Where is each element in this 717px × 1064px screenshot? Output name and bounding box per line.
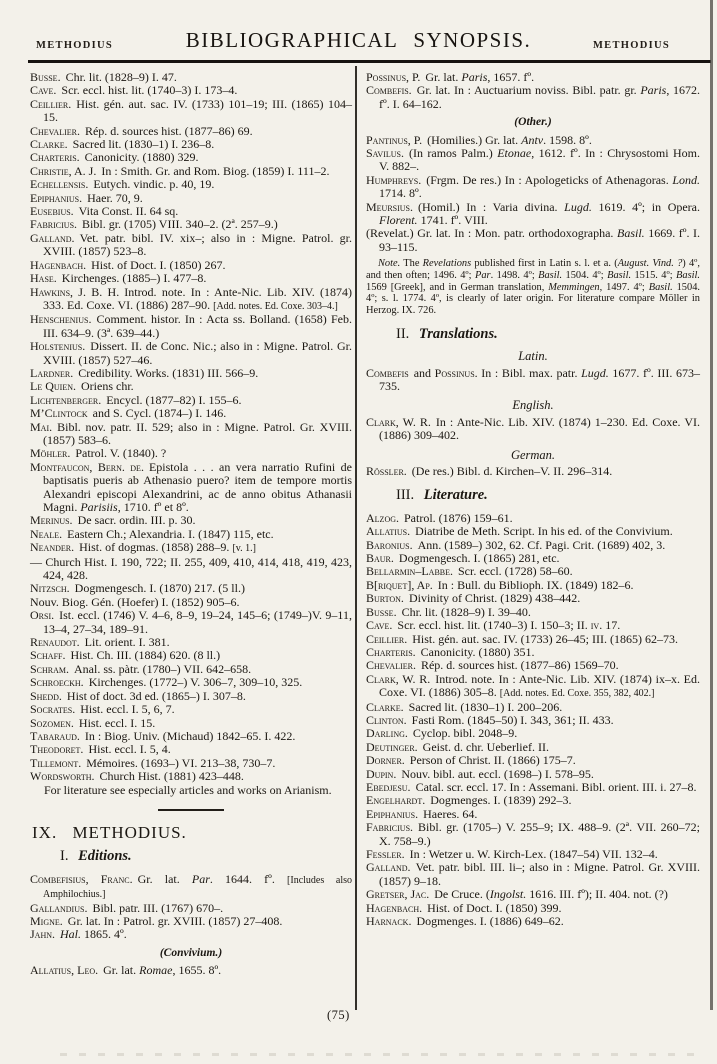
author-name: Charteris. bbox=[366, 644, 416, 659]
entry-text: Comment. histor. In : Acta ss. Bolland. (1658) Feb. III. 634–9. (3ª. 639–44.) bbox=[43, 312, 352, 340]
bibliography-entry bbox=[30, 717, 352, 730]
bibliography-entry bbox=[366, 808, 700, 821]
entry-text: Dogmenges. I. (1839) 292–3. bbox=[430, 793, 572, 808]
bibliography-entry bbox=[30, 770, 352, 783]
entry-text: Hist of doct. 3d ed. (1865–) I. 307–8. bbox=[66, 688, 246, 703]
note-paragraph: For literature see especially articles and works on Arianism. bbox=[44, 782, 332, 797]
entry-text: Dogmengesch. I. (1865) 281, etc. bbox=[398, 551, 560, 566]
author-name: Sozomen. bbox=[30, 715, 74, 730]
entry-text: — Church Hist. I. 190, 722; II. 255, 409, 410, 414, 418, 419, 423, 424, 428. bbox=[30, 554, 352, 583]
entry-text: Nouv. bibl. aut. eccl. (1698–) I. 578–95. bbox=[401, 766, 594, 781]
bibliography-entry bbox=[366, 539, 700, 552]
bibliography-entry bbox=[366, 512, 700, 525]
author-name: Mai. bbox=[30, 419, 53, 434]
running-head-left: METHODIUS bbox=[36, 40, 114, 51]
header-rule bbox=[28, 60, 711, 63]
entry-text: Vita Const. II. 64 sq. bbox=[78, 204, 179, 219]
bibliography-entry bbox=[366, 174, 700, 201]
bibliography-entry bbox=[366, 768, 700, 781]
entry-text: Eutych. vindic. p. 40, 19. bbox=[93, 177, 215, 192]
entry-text: Ist. eccl. (1746) V. 4–6, 8–9, 19–24, 145–6; (1749–)V. 9–11, 13–4, 27–34, 189–91. bbox=[43, 608, 352, 636]
author-name: Dorner. bbox=[366, 753, 405, 768]
author-name: Hase. bbox=[30, 271, 57, 286]
entry-text: Haer. 70, 9. bbox=[87, 190, 143, 205]
bibliography-entry bbox=[30, 232, 352, 259]
entry-text: In : Smith. Gr. and Rom. Biog. (1859) I. 111–2. bbox=[101, 163, 330, 178]
bibliography-entry bbox=[30, 84, 352, 97]
bibliography-entry bbox=[30, 272, 352, 285]
bibliography-entry bbox=[30, 743, 352, 756]
author-name: Cave. bbox=[366, 618, 393, 633]
author-name: Lardner. bbox=[30, 365, 74, 380]
entry-text: Sacred lit. (1830–1) I. 200–206. bbox=[408, 699, 563, 714]
author-name: Tillemont. bbox=[30, 755, 82, 770]
scan-edge-artifact bbox=[710, 0, 713, 1010]
entry-text: Rép. d. sources hist. (1877–86) 1569–70. bbox=[420, 658, 619, 673]
bibliography-entry bbox=[366, 754, 700, 767]
entry-text: Haeres. 64. bbox=[423, 806, 478, 821]
author-name: Busse. bbox=[366, 604, 397, 619]
entry-text: Hist. gén. aut. sac. IV. (1733) 101–19; III. (1865) 104–15. bbox=[43, 96, 352, 125]
bibliography-entry bbox=[366, 606, 700, 619]
bibliography-entry bbox=[366, 71, 700, 84]
entry-text: Divinity of Christ. (1829) 438–442. bbox=[408, 591, 581, 606]
bibliography-entry bbox=[366, 465, 700, 478]
author-name: Le Quien. bbox=[30, 379, 76, 394]
bibliography-entry bbox=[30, 138, 352, 151]
bibliography-entry bbox=[30, 596, 352, 609]
bibliography-entry bbox=[30, 663, 352, 676]
bibliography-entry bbox=[30, 609, 352, 636]
entry-text: Mémoires. (1693–) VI. 213–38, 730–7. bbox=[86, 755, 276, 770]
entry-text: Fasti Rom. (1845–50) I. 343, 361; II. 433. bbox=[411, 712, 614, 727]
author-name: Holstenius. bbox=[30, 339, 86, 354]
author-name: Combefisius, Franc. bbox=[30, 871, 133, 886]
author-name: Henschenius. bbox=[30, 312, 92, 327]
bibliography-entry bbox=[30, 873, 352, 902]
entry-text: Hist. eccl. I. 5, 6, 7. bbox=[80, 702, 175, 717]
entry-text: De Cruce. (Ingolst. 1616. III. fº); II. 404. not. (?) bbox=[434, 887, 668, 902]
bibliography-entry bbox=[366, 201, 700, 228]
entry-text: Dissert. II. de Conc. Nic.; also in : Migne. Patrol. Gr. XVIII. (1857) 527–46. bbox=[43, 339, 352, 367]
author-name: Ebedjesu. bbox=[366, 779, 411, 794]
entry-text: Introd. note. In : Ante-Nic. Lib. XIV. (1874) ix–x. Ed. Coxe. VI. (1886) 305–8. [Add. notes. Ed. Coxe. 355, 382, 402.] bbox=[379, 671, 701, 700]
author-name: Cave. bbox=[30, 83, 57, 98]
entry-text: Gr. lat. Paris, 1657. fº. bbox=[425, 70, 535, 84]
bibliography-entry bbox=[366, 147, 700, 174]
entry-text: Hist. gén. aut. sac. IV. (1733) 26–45; III. (1865) 62–73. bbox=[412, 631, 678, 646]
author-name: Engelhardt. bbox=[366, 793, 426, 808]
bibliography-entry bbox=[366, 619, 700, 632]
entry-text: Hist. Ch. III. (1884) 620. (8 ll.) bbox=[70, 648, 221, 663]
scan-noise-artifact bbox=[60, 1053, 697, 1056]
entry-text: In : Biog. Univ. (Michaud) 1842–65. I. 422. bbox=[84, 728, 296, 743]
entry-text: Hal. 1865. 4º. bbox=[60, 927, 127, 942]
entry-text: Vet. patr. bibl. III. li–; also in : Migne. Patrol. Gr. XVIII. (1857) 9–18. bbox=[379, 860, 700, 888]
entry-text: Dogmenges. I. (1886) 649–62. bbox=[416, 914, 564, 929]
group-caption: (Convivium.) bbox=[159, 946, 223, 959]
bibliography-entry bbox=[30, 205, 352, 218]
bibliography-entry bbox=[366, 552, 700, 565]
author-name: Gretser, Jac. bbox=[366, 887, 430, 902]
author-name: Orsi. bbox=[30, 608, 55, 623]
section-heading: IX. METHODIUS. bbox=[32, 822, 187, 842]
entry-text: Cyclop. bibl. 2048–9. bbox=[412, 726, 518, 741]
author-name: Wordsworth. bbox=[30, 769, 95, 784]
author-name: Allatius. bbox=[366, 524, 411, 539]
bibliography-entry bbox=[30, 286, 352, 314]
author-name: Clarke. bbox=[30, 137, 68, 152]
bibliography-entry bbox=[30, 394, 352, 407]
author-name: Darling. bbox=[366, 726, 408, 741]
bibliography-entry bbox=[366, 794, 700, 807]
bibliography-entry bbox=[30, 528, 352, 541]
entry-text: Person of Christ. II. (1866) 175–7. bbox=[409, 753, 576, 768]
author-name: Fabricius. bbox=[366, 820, 414, 835]
subsection-heading: I. Editions. bbox=[60, 848, 132, 865]
entry-text: Kirchenges. (1885–) I. 477–8. bbox=[61, 271, 207, 286]
bibliography-entry bbox=[30, 178, 352, 191]
bibliography-entry bbox=[366, 741, 700, 754]
entry-text: Bibl. nov. patr. II. 529; also in : Migne. Patrol. Gr. XVIII. (1857) 583–6. bbox=[43, 419, 352, 447]
author-name: Eusebius. bbox=[30, 204, 74, 219]
author-name: Alzog. bbox=[366, 510, 399, 525]
entry-text: Ann. (1589–) 302, 62. Cf. Pagi. Crit. (1689) 402, 3. bbox=[417, 537, 666, 552]
author-name: Fessler. bbox=[366, 847, 405, 862]
entry-text: In : Wetzer u. W. Kirch-Lex. (1847–54) VII. 132–4. bbox=[409, 847, 658, 862]
author-name: Theodoret. bbox=[30, 742, 84, 757]
bibliography-entry bbox=[30, 514, 352, 527]
author-name: Hagenbach. bbox=[366, 900, 423, 915]
author-name: Clinton. bbox=[366, 712, 407, 727]
entry-text: Lit. orient. I. 381. bbox=[84, 635, 170, 650]
author-name: Socrates. bbox=[30, 702, 76, 717]
bibliography-entry bbox=[366, 646, 700, 659]
section-divider bbox=[158, 809, 224, 811]
entry-text: Bibl. gr. (1705–) V. 255–9; IX. 488–9. (2ª. VII. 260–72; X. 758–9.) bbox=[379, 820, 700, 848]
bibliography-entry bbox=[366, 367, 700, 394]
author-name: Clark, W. R. bbox=[366, 414, 431, 429]
bibliography-entry bbox=[366, 714, 700, 727]
author-name: Schram. bbox=[30, 661, 70, 676]
bibliography-entry bbox=[30, 151, 352, 164]
author-name: Lichtenberger. bbox=[30, 392, 102, 407]
entry-text: Hist. of Doct. I. (1850) 267. bbox=[91, 257, 226, 272]
entry-text: (Homilies.) Gr. lat. Antv. 1598. 8º. bbox=[427, 132, 592, 147]
author-name: Combefis. bbox=[366, 83, 412, 98]
entry-text: Gr. lat. Romae, 1655. 8º. bbox=[103, 963, 222, 978]
bibliography-entry bbox=[366, 633, 700, 646]
bibliography-entry bbox=[30, 703, 352, 716]
page-number: (75) bbox=[327, 1008, 350, 1022]
bibliography-entry bbox=[366, 673, 700, 701]
bibliography-entry bbox=[366, 727, 700, 740]
entry-text: Canonicity. (1880) 351. bbox=[420, 644, 535, 659]
author-name: B[riquet], Ap. bbox=[366, 577, 433, 592]
bibliography-entry bbox=[30, 541, 352, 555]
author-name: Meursius. bbox=[366, 199, 414, 214]
bibliography-entry bbox=[30, 380, 352, 393]
right-column bbox=[366, 71, 700, 928]
bibliography-entry bbox=[30, 71, 352, 84]
author-name: Possinus, P. bbox=[366, 70, 421, 84]
entry-text: Canonicity. (1880) 329. bbox=[84, 150, 199, 165]
entry-text: (In ramos Palm.) Etonae, 1612. fº. In : Chrysostomi Hom. V. 882–. bbox=[379, 146, 701, 174]
author-name: Christie, A. J. bbox=[30, 163, 97, 178]
bibliography-entry bbox=[30, 730, 352, 743]
author-name: Epiphanius. bbox=[30, 190, 83, 205]
entry-text: Dogmengesch. I. (1870) 217. (5 ll.) bbox=[74, 581, 245, 596]
author-name: Busse. bbox=[30, 70, 61, 84]
bibliography-entry bbox=[30, 98, 352, 125]
entry-text: Nouv. Biog. Gén. (Hoefer) I. (1852) 905–6. bbox=[30, 594, 240, 609]
entry-text: Patrol. V. (1840). ? bbox=[75, 446, 167, 461]
bibliography-entry bbox=[30, 902, 352, 915]
author-name: Pantinus, P. bbox=[366, 132, 423, 147]
bibliography-entry bbox=[30, 461, 352, 515]
entry-text: Scr. eccl. (1728) 58–60. bbox=[458, 564, 573, 579]
entry-text: (De res.) Bibl. d. Kirchen–V. II. 296–314. bbox=[411, 464, 613, 479]
bibliography-entry bbox=[30, 649, 352, 662]
entry-text: and Possinus. In : Bibl. max. patr. Lugd. 1677. fº. III. 673–735. bbox=[379, 365, 700, 394]
entry-text: Hist. of dogmas. (1858) 288–9. [v. 1.] bbox=[79, 540, 256, 555]
author-name: Clarke. bbox=[366, 699, 404, 714]
entry-text: Introd. note. In : Ante-Nic. Lib. XIV. (1874) 333. Ed. Coxe. VI. (1886) 287–90. [Add. notes. Ed. Coxe. 303–4.] bbox=[43, 284, 352, 312]
entry-text: Oriens chr. bbox=[81, 379, 134, 394]
entry-text: and S. Cycl. (1874–) I. 146. bbox=[92, 406, 227, 421]
author-name: Combefis bbox=[366, 365, 409, 380]
bibliography-entry bbox=[30, 165, 352, 178]
page-title: BIBLIOGRAPHICAL SYNOPSIS. bbox=[185, 28, 532, 52]
author-name: Montfaucon, Bern. de. bbox=[30, 459, 144, 474]
bibliography-entry bbox=[30, 367, 352, 380]
bibliography-entry bbox=[30, 407, 352, 420]
entry-text: Eastern Ch.; Alexandria. I. (1847) 115, etc. bbox=[67, 526, 274, 541]
entry-text: Encycl. (1877–82) I. 155–6. bbox=[106, 392, 242, 407]
subsection-heading: II. Translations. bbox=[396, 325, 498, 342]
entry-text: In : Bull. du Biblioph. IX. (1849) 182–6. bbox=[437, 577, 634, 592]
language-heading: English. bbox=[512, 398, 554, 413]
bibliography-entry bbox=[366, 592, 700, 605]
author-name: Galland. bbox=[30, 230, 75, 245]
author-name: M’Clintock bbox=[30, 406, 88, 421]
bibliography-entry bbox=[366, 701, 700, 714]
entry-text: (Frgm. De res.) In : Apologeticks of Athenagoras. Lond. 1714. 8º. bbox=[379, 172, 700, 201]
entry-text: Epistola . . . an vera narratio Rufini de baptisatis pueris ab Athenasio puero? item de tempore mortis Alexandri episcopi Alexandrini, ac de anno obitus Athanasii Magni. Parisiis, 1710. fº et 8º. bbox=[43, 459, 352, 514]
bibliography-entry bbox=[30, 915, 352, 928]
author-name: Baur. bbox=[366, 551, 394, 566]
bibliography-entry bbox=[366, 781, 700, 794]
bibliography-entry bbox=[30, 340, 352, 367]
bibliography-entry bbox=[30, 556, 352, 583]
bibliography-entry bbox=[30, 447, 352, 460]
author-name: Migne. bbox=[30, 913, 63, 928]
entry-text: Gr. lat. In : Patrol. gr. XVIII. (1857) 27–408. bbox=[67, 913, 283, 928]
entry-text: Church Hist. (1881) 423–448. bbox=[99, 769, 244, 784]
entry-text: De sacr. ordin. III. p. 30. bbox=[77, 513, 196, 528]
entry-text: In : Ante-Nic. Lib. XIV. (1874) 1–230. Ed. Coxe. VI. (1886) 309–402. bbox=[379, 414, 700, 443]
author-name: Hagenbach. bbox=[30, 257, 87, 272]
bibliography-entry bbox=[366, 134, 700, 147]
entry-text: Chr. lit. (1828–9) I. 39–40. bbox=[401, 604, 531, 619]
entry-text: Bibl. patr. III. (1767) 670–. bbox=[92, 900, 224, 915]
author-name: Charteris. bbox=[30, 150, 80, 165]
entry-text: Kirchenges. (1772–) V. 306–7, 309–10, 325. bbox=[88, 675, 303, 690]
entry-text: Hist. eccl. I. 5, 4. bbox=[88, 742, 171, 757]
bibliography-entry bbox=[366, 579, 700, 592]
entry-text: Scr. eccl. hist. lit. (1740–3) I. 150–3; II. iv. 17. bbox=[397, 618, 621, 633]
author-name: Harnack. bbox=[366, 914, 412, 929]
left-column bbox=[30, 71, 352, 978]
author-name: Fabricius. bbox=[30, 217, 78, 232]
entry-text: Bibl. gr. (1705) VIII. 340–2. (2ª. 257–9.) bbox=[82, 217, 278, 232]
bibliography-entry bbox=[366, 84, 700, 111]
bibliography-entry bbox=[30, 690, 352, 703]
bibliography-entry bbox=[30, 259, 352, 272]
entry-text: Rép. d. sources hist. (1877–86) 69. bbox=[84, 123, 253, 138]
author-name: Epiphanius. bbox=[366, 806, 419, 821]
bibliography-entry bbox=[30, 928, 352, 941]
running-head-right: METHODIUS bbox=[592, 40, 670, 51]
entry-text: Geist. d. chr. Ueberlief. II. bbox=[422, 739, 549, 754]
author-name: Ceillier. bbox=[366, 631, 408, 646]
author-name: Baronius. bbox=[366, 537, 413, 552]
entry-text: Hist. of Doct. I. (1850) 399. bbox=[427, 900, 562, 915]
entry-text: Chr. lit. (1828–9) I. 47. bbox=[65, 70, 177, 84]
bibliography-entry bbox=[30, 757, 352, 770]
bibliography-entry bbox=[366, 888, 700, 901]
author-name: Möhler. bbox=[30, 446, 71, 461]
author-name: Rössler. bbox=[366, 464, 407, 479]
author-name: Nitzsch. bbox=[30, 581, 70, 596]
author-name: Echellensis. bbox=[30, 177, 89, 192]
bibliography-entry bbox=[30, 676, 352, 689]
author-name: Tabaraud. bbox=[30, 728, 80, 743]
bibliography-entry bbox=[30, 125, 352, 138]
author-name: Bellarmin–Labbe. bbox=[366, 564, 453, 579]
bibliography-entry bbox=[30, 421, 352, 448]
entry-text: Anal. ss. pàtr. (1780–) VII. 642–658. bbox=[74, 661, 252, 676]
bibliography-entry bbox=[366, 565, 700, 578]
bibliography-entry bbox=[366, 525, 700, 538]
author-name: Shedd. bbox=[30, 688, 62, 703]
author-name: Gallandius. bbox=[30, 900, 88, 915]
bibliography-entry bbox=[366, 915, 700, 928]
bibliography-entry bbox=[30, 636, 352, 649]
footnote: Note. The Revelations published first in Latin s. l. et a. (August. Vind. ?) 4º, and then often; 1496. 4º; Par. 1498. 4º; Basil. 1504. 4º; Basil. 1515. 4º; Basil. 1569 [Greek], and in German translation, Memmingen, 1497. 4º; Basil. 1504. 4º; s. l. 1774. 4º, is clearly of later origin. For literature compare Möller in Herzog. IX. 726. bbox=[366, 258, 701, 317]
author-name: Allatius, Leo. bbox=[30, 963, 99, 978]
author-name: Chevalier. bbox=[366, 658, 416, 673]
bibliography-entry bbox=[30, 313, 352, 340]
bibliography-entry bbox=[30, 192, 352, 205]
entry-text: (Homil.) In : Varia divina. Lugd. 1619. 4º; in Opera. Florent. 1741. fº. VIII. bbox=[379, 199, 701, 228]
author-name: Dupin. bbox=[366, 766, 397, 781]
entry-text: Credibility. Works. (1831) III. 566–9. bbox=[78, 365, 259, 380]
bibliography-entry bbox=[366, 902, 700, 915]
entry-text: Hist. eccl. I. 15. bbox=[78, 715, 156, 730]
bibliography-entry bbox=[366, 227, 700, 254]
bibliography-entry bbox=[366, 416, 700, 443]
entry-text: Diatribe de Meth. Script. In his ed. of the Convivium. bbox=[415, 524, 673, 539]
author-name: Schaff. bbox=[30, 648, 66, 663]
language-heading: Latin. bbox=[518, 349, 548, 364]
entry-text: Sacred lit. (1830–1) I. 236–8. bbox=[72, 137, 215, 152]
author-name: Deutinger. bbox=[366, 739, 418, 754]
author-name: Hawkins, J. B. H. bbox=[30, 284, 120, 299]
bibliography-entry bbox=[366, 848, 700, 861]
entry-text: Vet. patr. bibl. IV. xix–; also in : Migne. Patrol. gr. XVIII. (1857) 523–8. bbox=[43, 230, 352, 259]
author-name: Clark, W. R. bbox=[366, 671, 431, 686]
subsection-heading: III. Literature. bbox=[396, 487, 488, 504]
author-name: Burton. bbox=[366, 591, 404, 606]
author-name: Schroeckh. bbox=[30, 675, 84, 690]
bibliography-entry bbox=[30, 964, 352, 977]
author-name: Savilus. bbox=[366, 146, 404, 161]
author-name: Renaudot. bbox=[30, 635, 80, 650]
entry-text: Scr. eccl. hist. lit. (1740–3) I. 173–4. bbox=[61, 83, 238, 98]
author-name: Jahn. bbox=[30, 927, 56, 942]
entry-text: Gr. lat. In : Auctuarium noviss. Bibl. patr. gr. Paris, 1672. fº. I. 64–162. bbox=[379, 83, 701, 111]
bibliography-entry bbox=[30, 582, 352, 595]
author-name: Ceillier. bbox=[30, 96, 72, 111]
language-heading: German. bbox=[510, 447, 556, 462]
entry-text: (Revelat.) Gr. lat. In : Mon. patr. orthodoxographa. Basil. 1669. fº. I. 93–115. bbox=[366, 226, 701, 254]
bibliography-entry bbox=[366, 821, 700, 848]
author-name: Neander. bbox=[30, 540, 75, 555]
entry-text: Gr. lat. Par. 1644. fº. [Includes also Amphilochius.] bbox=[43, 871, 352, 901]
author-name: Chevalier. bbox=[30, 123, 80, 138]
author-name: Galland. bbox=[366, 860, 411, 875]
bibliography-entry bbox=[366, 659, 700, 672]
entry-text: Catal. scr. eccl. 17. In : Assemani. Bibl. orient. III. i. 27–8. bbox=[415, 779, 697, 794]
author-name: Humphreys. bbox=[366, 172, 422, 187]
author-name: Merinus. bbox=[30, 513, 73, 528]
entry-text: Patrol. (1876) 159–61. bbox=[404, 510, 513, 525]
bibliography-entry bbox=[30, 218, 352, 231]
column-divider bbox=[355, 66, 357, 1010]
author-name: Neale. bbox=[30, 526, 63, 541]
bibliography-entry bbox=[366, 861, 700, 888]
group-caption: (Other.) bbox=[514, 116, 552, 129]
